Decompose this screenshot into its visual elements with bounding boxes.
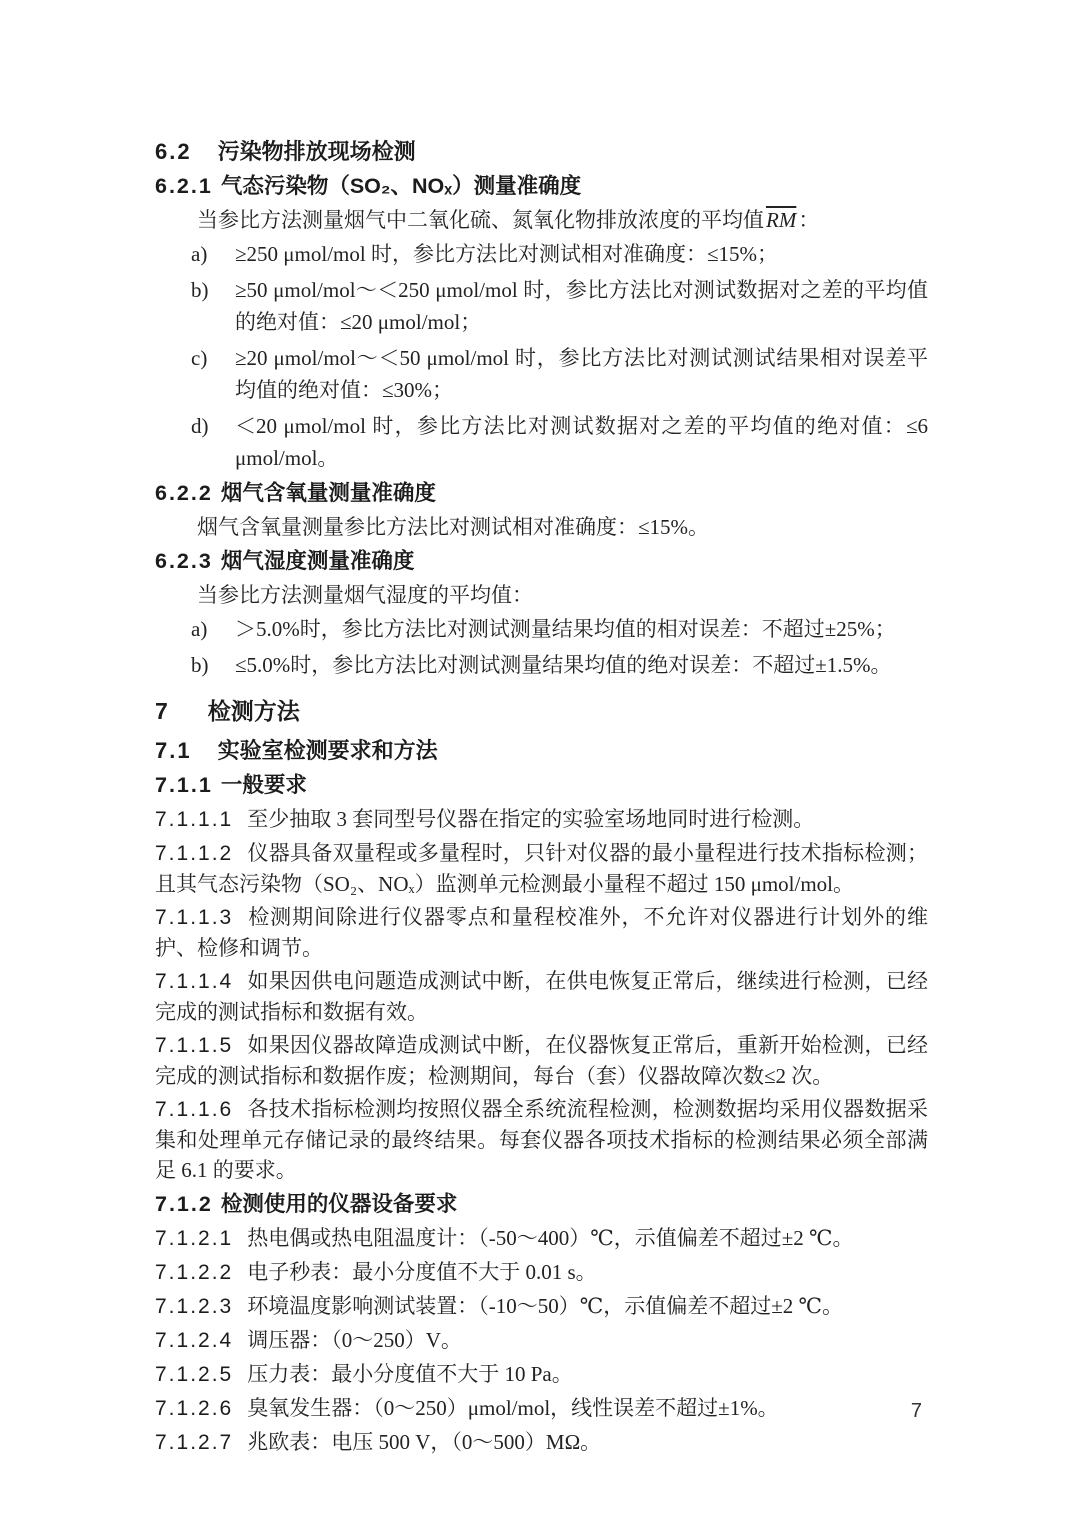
clause-text: 热电偶或热电阻温度计：（-50～400）℃，示值偏差不超过±2 ℃。 (247, 1226, 854, 1250)
clause-7-1-2-1 (155, 1223, 928, 1254)
chapter-title: 检测方法 (207, 698, 300, 724)
clause-number: 7.1.1.5 (155, 1034, 234, 1057)
list-item-marker: d) (191, 414, 209, 438)
clause-text: 至少抽取 3 套同型号仪器在指定的实验室场地同时进行检测。 (247, 807, 815, 831)
section-number: 6.2.3 (155, 549, 213, 573)
section-heading-7-1-1 (155, 771, 928, 799)
clause-number: 7.1.2.7 (155, 1431, 234, 1454)
clause-number: 7.1.1.4 (155, 970, 234, 993)
list-item (155, 613, 928, 645)
clause-number: 7.1.1.1 (155, 808, 234, 831)
section-heading-7-1-2 (155, 1190, 928, 1218)
list-item-marker: c) (191, 346, 208, 370)
list-item (155, 410, 928, 474)
list-item-marker: b) (191, 278, 209, 302)
clause-number: 7.1.2.4 (155, 1329, 234, 1352)
intro-text-after: ： (798, 208, 820, 232)
paragraph-6-2-1-intro (155, 205, 928, 235)
section-title: 气态污染物（SO₂、NOₓ）测量准确度 (220, 174, 582, 198)
clause-text: 如果因供电问题造成测试中断，在供电恢复正常后，继续进行检测，已经完成的测试指标和数据有效。 (155, 969, 928, 1024)
section-title: 实验室检测要求和方法 (217, 738, 438, 763)
list-item (155, 274, 928, 338)
list-item-text: ≥250 μmol/mol 时，参比方法比对测试相对准确度：≤15%； (235, 242, 778, 266)
list-item (155, 238, 928, 270)
clause-7-1-2-5 (155, 1359, 928, 1390)
clause-text: 如果因仪器故障造成测试中断，在仪器恢复正常后，重新开始检测，已经完成的测试指标和数据作废；检测期间，每台（套）仪器故障次数≤2 次。 (155, 1033, 928, 1088)
list-item (155, 649, 928, 681)
section-number: 6.2 (155, 139, 192, 164)
paragraph-6-2-2: 烟气含氧量测量参比方法比对测试相对准确度：≤15%。 (197, 515, 710, 539)
section-number: 6.2.2 (155, 481, 213, 505)
clause-text: 兆欧表：电压 500 V，（0～500）MΩ。 (247, 1430, 602, 1454)
section-heading-6-2-2 (155, 479, 928, 507)
section-title: 一般要求 (220, 773, 307, 797)
clause-text: 臭氧发生器：（0～250）μmol/mol，线性误差不超过±1%。 (247, 1396, 779, 1420)
clause-number: 7.1.2.3 (155, 1295, 234, 1318)
list-item-marker: b) (191, 653, 209, 677)
section-number: 7.1 (155, 738, 192, 763)
clause-text: 检测期间除进行仪器零点和量程校准外，不允许对仪器进行计划外的维护、检修和调节。 (155, 905, 928, 960)
paragraph-6-2-3-intro: 当参比方法测量烟气湿度的平均值： (197, 583, 533, 607)
clause-7-1-1-5 (155, 1030, 928, 1091)
list-6-2-3 (155, 613, 928, 681)
intro-text-before: 当参比方法测量烟气中二氧化硫、氮氧化物排放浓度的平均值 (197, 208, 764, 232)
clause-7-1-1-1 (155, 804, 928, 835)
section-number: 7.1.2 (155, 1192, 213, 1216)
list-item-text: ≤5.0%时，参比方法比对测试测量结果均值的绝对误差：不超过±1.5%。 (235, 653, 892, 677)
clause-number: 7.1.2.1 (155, 1227, 234, 1250)
rm-mean-symbol: $\overline{RM}$ (766, 208, 797, 232)
section-heading-6-2-1 (155, 172, 928, 200)
clause-7-1-1-4 (155, 966, 928, 1027)
clause-text: 环境温度影响测试装置：（-10～50）℃，示值偏差不超过±2 ℃。 (247, 1294, 843, 1318)
clause-text: 压力表：最小分度值不大于 10 Pa。 (247, 1362, 573, 1386)
clause-number: 7.1.1.6 (155, 1098, 234, 1121)
clause-number: 7.1.1.2 (155, 842, 234, 865)
list-item (155, 342, 928, 406)
clause-7-1-2-4 (155, 1325, 928, 1356)
clause-text: 各技术指标检测均按照仪器全系统流程检测，检测数据均采用仪器数据采集和处理单元存储记录的最终结果。每套仪器各项技术指标的检测结果必须全部满足 6.1 的要求。 (155, 1097, 928, 1182)
list-item-text: ＜20 μmol/mol 时，参比方法比对测试数据对之差的平均值的绝对值：≤6 μmol/mol。 (235, 414, 928, 470)
list-item-text: ≥20 μmol/mol～＜50 μmol/mol 时，参比方法比对测试测试结果相对误差平均值的绝对值：≤30%； (235, 346, 928, 402)
clause-7-1-2-6 (155, 1393, 928, 1424)
clause-number: 7.1.2.2 (155, 1261, 234, 1284)
list-item-text: ≥50 μmol/mol～＜250 μmol/mol 时，参比方法比对测试数据对之差的平均值的绝对值：≤20 μmol/mol； (235, 278, 928, 334)
clause-number: 7.1.2.5 (155, 1363, 234, 1386)
clause-text: 仪器具备双量程或多量程时，只针对仪器的最小量程进行技术指标检测；且其气态污染物（SO₂、NOₓ）监测单元检测最小量程不超过 150 μmol/mol。 (155, 841, 928, 896)
clause-7-1-1-2 (155, 838, 928, 899)
section-title: 污染物排放现场检测 (217, 139, 416, 164)
page-number: 7 (910, 1400, 922, 1422)
clause-text: 电子秒表：最小分度值不大于 0.01 s。 (247, 1260, 597, 1284)
clause-7-1-2-3 (155, 1291, 928, 1322)
section-number: 6.2.1 (155, 174, 213, 198)
section-heading-6-2-3 (155, 547, 928, 575)
list-item-marker: a) (191, 242, 208, 266)
clause-7-1-2-2 (155, 1257, 928, 1288)
clause-7-1-2-7 (155, 1427, 928, 1458)
list-item-text: ＞5.0%时，参比方法比对测试测量结果均值的相对误差：不超过±25%； (235, 617, 896, 641)
list-item-marker: a) (191, 617, 208, 641)
clause-7-1-1-3 (155, 902, 928, 963)
clause-7-1-1-6 (155, 1094, 928, 1185)
section-title: 烟气含氧量测量准确度 (220, 481, 436, 505)
list-6-2-1 (155, 238, 928, 474)
section-number: 7.1.1 (155, 773, 213, 797)
chapter-number: 7 (155, 698, 170, 724)
clause-number: 7.1.1.3 (155, 906, 234, 929)
section-heading-6-2 (155, 138, 928, 166)
section-heading-7-1 (155, 737, 928, 765)
clause-text: 调压器：（0～250）V。 (247, 1328, 462, 1352)
section-title: 检测使用的仪器设备要求 (220, 1192, 458, 1216)
clause-number: 7.1.2.6 (155, 1397, 234, 1420)
section-title: 烟气湿度测量准确度 (220, 549, 415, 573)
chapter-heading-7 (155, 697, 928, 725)
